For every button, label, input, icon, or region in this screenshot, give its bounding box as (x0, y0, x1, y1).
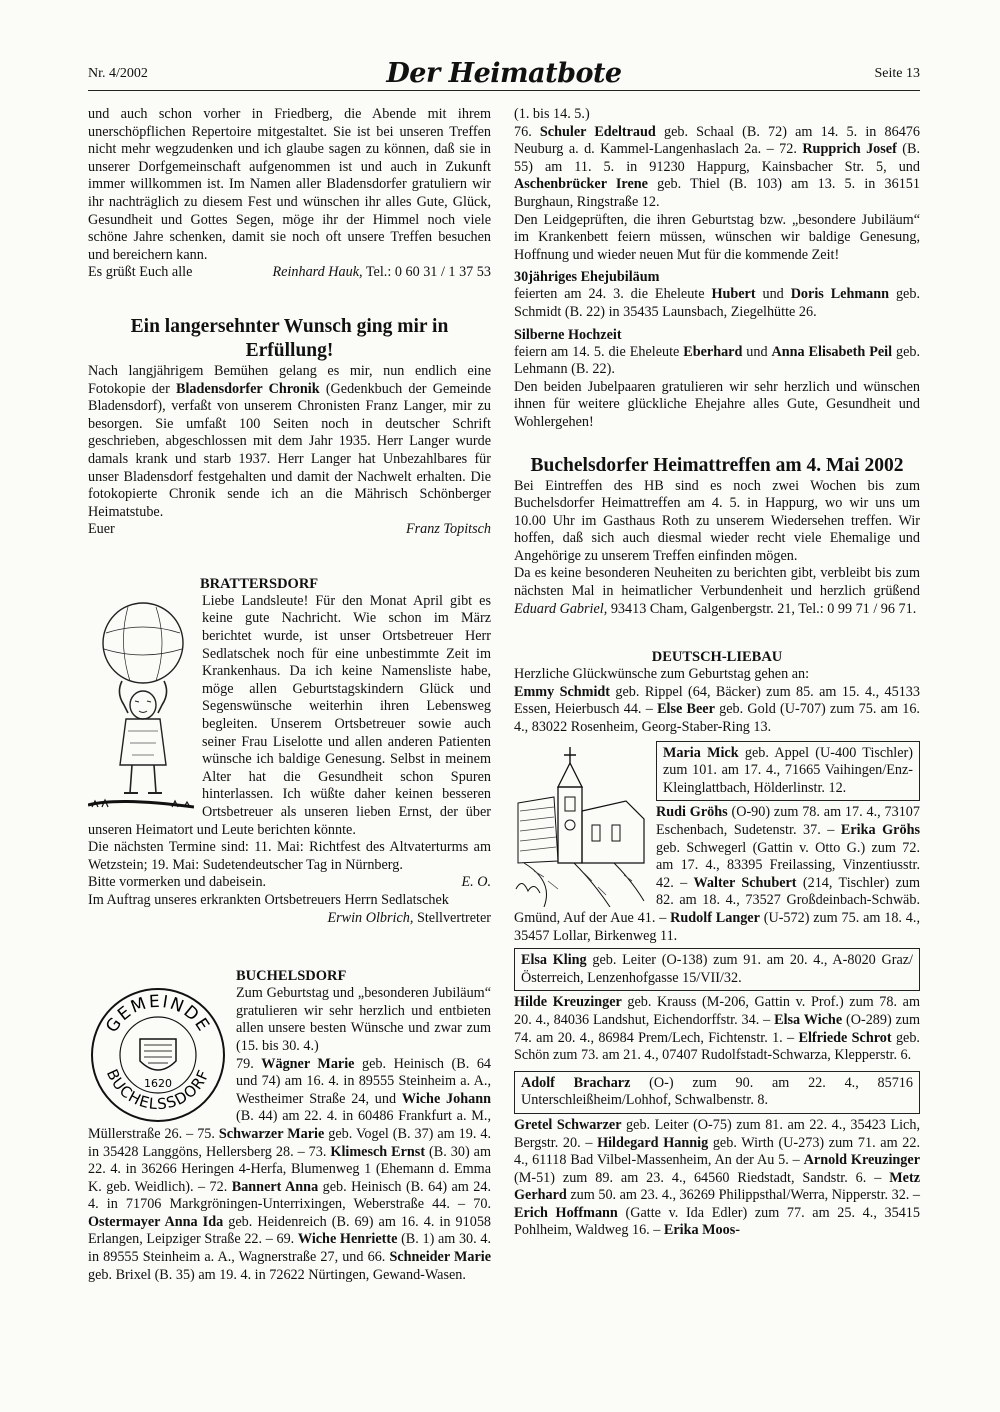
deutsch-liebau-birthdays-4: Gretel Schwarzer geb. Leiter (O-75) zum 81. am 22. 4., 35423 Lich, Bergstr. 20. – Hildegard Hannig geb. Wirth (U-273) zum 71. am 22. 4., 61118 Bad Vilbel-Massenheim, An der Au 5. – Arnold Kreuzinger (M-51) zum 89. am 23. 4., 64560 Riedstadt, Sandstr. 6. – Metz Gerhard zum 50. am 23. 4., 36269 Philippsthal/Werra, Nipperstr. 32. – Erich Hoffmann (Gatte v. Ida Edler) zum 77. am 25. 4., 35415 Pohlheim, Waldweg 16. – Erika Moos- (514, 1116, 920, 1239)
silberhochzeit-text: feiern am 14. 5. die Eheleute Eberhard und Anna Elisabeth Peil geb. Lehmann (B. 22). (514, 343, 921, 378)
wunsch-paragraph: Nach langjährigem Bemühen gelang es mir, nun endlich eine Fotokopie der Bladensdorfer Chronik (Gedenkbuch der Gemeinde Bladensdorf), verfaßt von unserem Chronisten Franz Langer, mir zu besorgen. Sie umfaßt 100 Seiten noch in deutscher Schrift geschrieben, abgeschlossen mit dem Jahr 1935. Herr Langer wurde damals krank und starb 1937. Herr Langer hat Unbezahlbares für unser Bladensdorf festgehalten und damit der Nachwelt erhalten. Die fotokopierte Chronik sende ich an die Mährisch Schönberger Heimatstube. (88, 362, 492, 520)
section-title-brattersdorf: BRATTERSDORF (200, 575, 319, 592)
highlight-box-bracharz: Adolf Bracharz (O-) zum 90. am 22. 4., 85716 Unterschleißheim/Lohhof, Schwalbenstr. 8. (514, 1071, 920, 1114)
svg-text:1620: 1620 (144, 1077, 172, 1091)
right-column (514, 106, 920, 1240)
page-number: Seite 13 (874, 66, 920, 81)
jubelpaare-paragraph: Den beiden Jubelpaaren gratulieren wir sehr herzlich und wünschen ihnen für weitere glückliche Ehejahre alles Gute, Gesundheit und Wohlergehen! (514, 378, 920, 430)
buchelsdorf-birthdays: 79. Wägner Marie geb. Heinisch (B. 64 und 74) am 16. 4. in 89555 Steinheim a. A., Westheimer Straße 24, und Wiche Johann (B. 44) am 22. 4. in 60486 Frankfurt a. M., Müllerstraße 26. – 75. Schwarzer Marie geb. Vogel (B. 37) am 19. 4. in 35428 Langgöns, Hellersberg 28. – 73. Klimesch Ernst (B. 30) am 22. 4. in 36266 Heringen 4-Herfa, Blumenweg 1 (Ehemann d. Emma K. geb. Weidlich). – 72. Bannert Anna geb. Heinisch (B. 64) am 24. 4. in 71706 Markgröningen-Unterrixingen, Weberstraße 44. – 70. Ostermayer Anna Ida geb. Heidenreich (B. 69) am 16. 4. in 91058 Erlangen, Leipziger Straße 22. – 69. Wiche Henriette (B. 1) am 30. 4. in 89555 Steinheim a. A., Wagnerstraße 27, und 66. Schneider Marie geb. Brixel (B. 35) am 19. 4. in 72622 Nürtingen, Gewand-Wasen. (88, 1055, 492, 1283)
subtitle-ehejubilaeum: 30jähriges Ehejubiläum (514, 269, 660, 286)
left-column (88, 106, 491, 1284)
section-title-deutsch-liebau: DEUTSCH-LIEBAU (651, 649, 783, 666)
highlight-box-mick: Maria Mick geb. Appel (U-400 Tischler) zum 101. am 17. 4., 71665 Vaihingen/Enz-Kleinglattbach, Hölderlinstr. 12. (656, 741, 920, 802)
issue-number: Nr. 4/2002 (88, 66, 148, 81)
buchelsdorf-intro: Zum Geburtstag und „besonderen Jubiläum“ gratulieren wir sehr herzlich und entbieten allen unsere besten Wünsche und zwar zum (15. bis 30. 4.) (236, 985, 491, 1054)
buchelsdorf-section (88, 967, 491, 1284)
buchelsdorf-seal (88, 985, 228, 1125)
treffen-paragraph-1: Bei Eintreffen des HB sind es noch zwei Wochen bis zum Buchelsdorfer Heimattreffen am 4. 5. in Happurg, wo wir uns um 10.00 Uhr im Gasthaus Roth zu unserem Wiedersehen treffen. Wir hoffen, daß sich auch diesmal wieder recht viele Ehemalige und Angehörige zu unserem Treffen einfinden mögen. (514, 477, 920, 564)
highlight-box-kling: Elsa Kling geb. Leiter (O-138) zum 91. am 20. 4., A-8020 Graz/Österreich, Lenzenhofgasse 15/VII/32. (514, 948, 920, 991)
leidgepruefte-paragraph: Den Leidgeprüften, die ihren Geburtstag bzw. „besondere Jubiläum“ im Krankenbett feiern müssen, wünschen wir baldige Genesung, Hoffnung und wieder neuen Mut für die kommende Zeit! (514, 211, 920, 263)
signature-eo: Bitte vormerken und dabeisein. E. O. (88, 874, 491, 891)
brattersdorf-auftrag: Im Auftrag unseres erkrankten Ortsbetreuers Herrn Sedlatschek (88, 891, 449, 908)
deutsch-liebau-birthdays-1: Emmy Schmidt geb. Rippel (64, Bäcker) zum 85. am 15. 4., 45133 Essen, Heierbusch 44. – Else Beer geb. Gold (U-707) zum 75. am 16. 4., 83022 Rosenheim, Georg-Staber-Ring 13. (514, 683, 920, 736)
atlas-figure-illustration (88, 593, 194, 815)
page-header (88, 58, 920, 91)
treffen-paragraph-2: Da es keine besonderen Neuheiten zu berichten gibt, verbleibt bis zum nächsten Mal in heimatlicher Verbundenheit und herzlich grüßend Eduard Gabriel, 93413 Cham, Galgenbergstr. 21, Tel.: 0 99 71 / 96 71. (514, 565, 920, 617)
deutsch-liebau-birthdays-2: Rudi Gröhs (O-90) zum 78. am 17. 4., 73107 Eschenbach, Sudetenstr. 37. – Erika Gröhs geb. Schwegerl (Gattin v. Otto G.) zum 72. am 17. 4., 83395 Freilassing, Vinzentiusstr. 42. – Walter Schubert (214, Tischler) zum 82. am 18. 4., 73527 Großdeinbach-Schwäb. Gmünd, Auf der Aue 41. – Rudolf Langer (U-572) zum 75. am 18. 4., 35457 Lollar, Birkenweg 11. (514, 804, 921, 944)
brattersdorf-section (88, 575, 491, 927)
signature-hauk: Es grüßt Euch alle Reinhard Hauk, Tel.: 0 60 31 / 1 37 53 (88, 264, 491, 281)
atlas-figure-icon (88, 593, 194, 815)
signature-topitsch: Euer Franz Topitsch (88, 521, 491, 538)
svg-text:BUCHELSSDORF: BUCHELSSDORF (102, 1066, 214, 1114)
masthead-title: Der Heimatbote (386, 58, 622, 89)
ehejubilaeum-text: feierten am 24. 3. die Eheleute Hubert und Doris Lehmann geb. Schmidt (B. 22) in 35435 Launsbach, Ziegelhütte 26. (514, 286, 920, 320)
article-title-wunsch: Ein langersehnter Wunsch ging mir in Erfüllung! (130, 315, 449, 361)
deutsch-liebau-intro: Herzliche Glückwünsche zum Geburtstag gehen an: (514, 666, 810, 683)
brattersdorf-text: Liebe Landsleute! Für den Monat April gibt es keine gute Nachricht. Wie schon im März berichtet wurde, ist unser Ortsbetreuer Herr Sedlatschek noch für eine unbestimmte Zeit im Krankenhaus. Da ich keine Namensliste habe, möge allen Geburtstagskindern Glück und Segenswünsche weiterhin ihren Lebensweg begleiten. Unserem Ortsbetreuer sowie auch seiner Frau Liselotte und allen anderen Patienten wünsche ich baldige Genesung. Selbst in meinem Alter hat die Gesundheit schon Spuren hinterlassen. Ich wüßte daher keinen besseren Ortsbetreuer als unseren lieben Ernst, der über unseren Heimatort und Leute berichten könnte. (88, 592, 491, 838)
article-title-treffen: Buchelsdorfer Heimattreffen am 4. Mai 2002 (530, 454, 904, 476)
municipal-seal-icon (88, 985, 228, 1125)
church-icon (514, 741, 648, 907)
signature-olbrich: Erwin Olbrich, Stellvertreter (327, 909, 491, 926)
svg-text:GEMEINDE: GEMEINDE (102, 991, 214, 1037)
may-birthdays: 76. Schuler Edeltraud geb. Schaal (B. 72) am 14. 5. in 86476 Neuburg a. d. Kammel-Langenhaslach 2a. – 72. Rupprich Josef (B. 55) am 11. 5. in 91230 Happurg, Kainsbacher Str. 5, und Aschenbrücker Irene geb. Thiel (B. 103) am 13. 5. in 36151 Burghaun, Ringstraße 12. (514, 123, 920, 210)
church-figure-block (514, 741, 920, 946)
subtitle-silberhochzeit: Silberne Hochzeit (514, 326, 622, 343)
intro-paragraph: und auch schon vorher in Friedberg, die Abende mit ihrem unerschöpflichen Repertoire mitgestaltet. Sie ist bei unseren Treffen nicht mehr wegzudenken und ich glaube sagen zu können, daß sie in unserer Dorfgemeinschaft aufgenommen ist und auch in Zukunft immer willkommen ist. Im Namen aller Bladensdorfer gratuliern wir ihr nachträglich zu diesem Fest und wünschen ihr alles Gute, Glück, Gesundheit und Gottes Segen, möge ihr der Himmel noch viele schöne Jahre schenken, damit sie noch oft unsere Treffen besuchen und bereichern kann. (88, 106, 491, 263)
brattersdorf-dates: Die nächsten Termine sind: 11. Mai: Richtfest des Altvaterturms am Wetzstein; 19. Mai: Sudetendeutscher Tag in Nürnberg. (88, 839, 491, 873)
section-title-buchelsdorf: BUCHELSDORF (236, 968, 347, 985)
deutsch-liebau-birthdays-3: Hilde Kreuzinger geb. Krauss (M-206, Gattin v. Prof.) zum 78. am 20. 4., 84036 Landshut, Eichendorffstr. 34. – Elsa Wiche (O-289) zum 74. am 20. 4., 86984 Prem/Lech, Fichtenstr. 1. – Elfriede Schrot geb. Schön zum 73. am 21. 4., 07407 Rudolfstadt-Schwarza, Klepperstr. 6. (514, 994, 920, 1064)
church-illustration (514, 741, 648, 907)
continued-range: (1. bis 14. 5.) (514, 106, 590, 122)
